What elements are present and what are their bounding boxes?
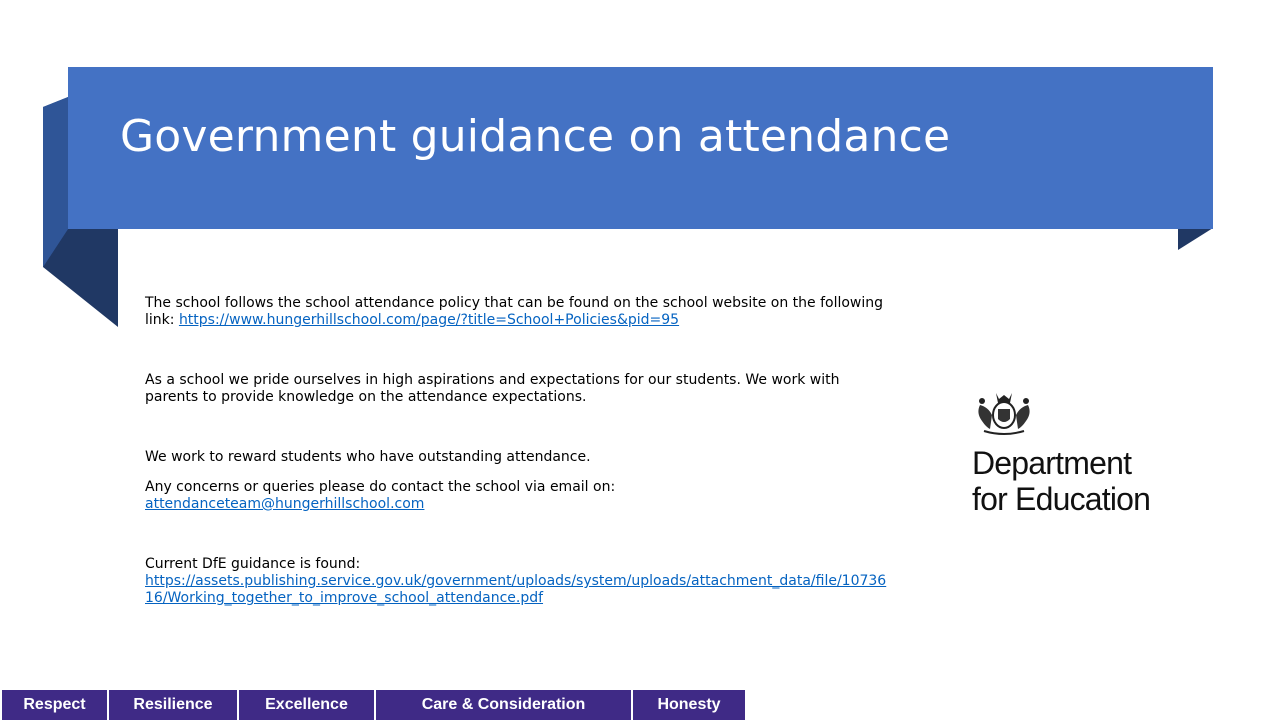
spacer <box>145 513 895 556</box>
policy-text: The school follows the school attendance policy that can be found on the school website on the following link: <box>145 295 884 328</box>
content-body <box>145 295 895 607</box>
email-link[interactable]: attendanceteam@hungerhillschool.com <box>145 496 425 512</box>
contact-text: Any concerns or queries please do contact the school via email on: <box>145 479 616 495</box>
royal-crest-icon <box>972 385 1036 439</box>
guidance-paragraph <box>145 556 895 607</box>
ribbon-fold-right <box>1178 228 1213 250</box>
spacer <box>145 329 895 372</box>
value-respect: Respect <box>2 690 109 720</box>
policy-link[interactable]: https://www.hungerhillschool.com/page/?title=School+Policies&pid=95 <box>178 312 680 328</box>
reward-paragraph: We work to reward students who have outstanding attendance. <box>145 449 591 465</box>
policy-paragraph <box>145 295 895 329</box>
dfe-line2: for Education <box>972 481 1151 517</box>
dfe-logo-text <box>972 445 1187 517</box>
page-title: Government guidance on attendance <box>120 111 951 162</box>
value-excellence: Excellence <box>239 690 376 720</box>
value-resilience: Resilience <box>109 690 239 720</box>
guidance-text: Current DfE guidance is found: <box>145 556 361 572</box>
contact-paragraph <box>145 479 895 513</box>
value-care-consideration: Care & Consideration <box>376 690 633 720</box>
guidance-link[interactable]: https://assets.publishing.service.gov.uk/government/uploads/system/uploads/attachment_data/file/1073616/Working_together_to_improve_school_attendance.pdf <box>145 573 887 606</box>
dfe-logo <box>972 385 1187 525</box>
dfe-line1: Department <box>972 445 1132 481</box>
spacer <box>145 466 895 479</box>
school-values-bar <box>2 690 745 720</box>
title-banner <box>68 67 1213 229</box>
value-honesty: Honesty <box>657 696 721 713</box>
spacer <box>145 406 895 449</box>
aspirations-paragraph: As a school we pride ourselves in high aspirations and expectations for our students. We work with parents to provide knowledge on the attendance expectations. <box>145 372 840 405</box>
